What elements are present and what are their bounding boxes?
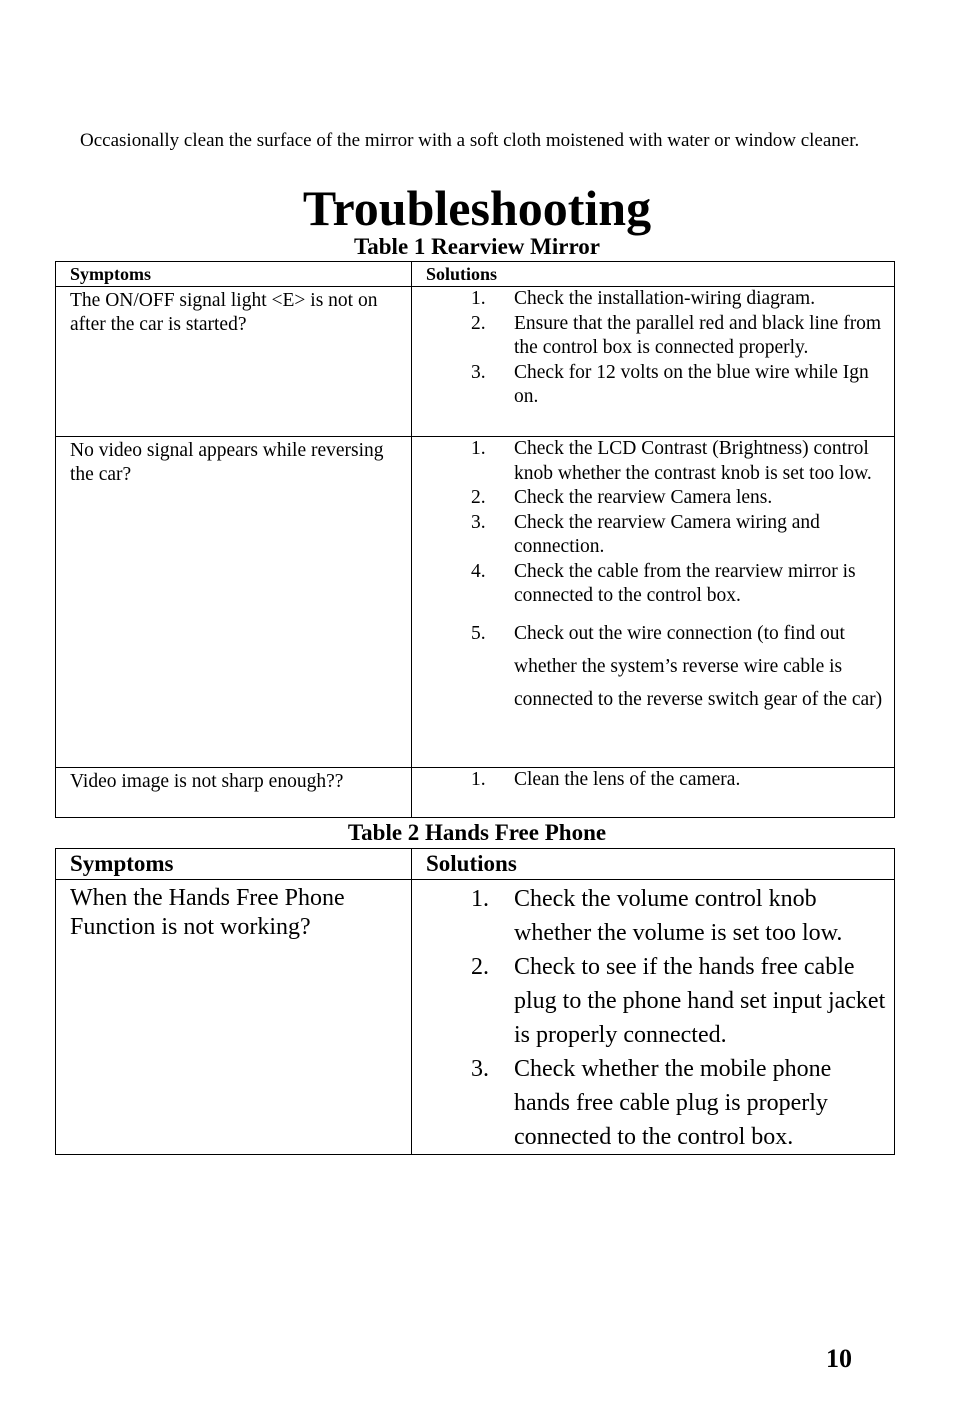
- item-text: Ensure that the parallel red and black line from the control box is connected properly.: [514, 312, 882, 358]
- list-item: [412, 768, 886, 793]
- solutions-cell: [412, 880, 895, 1155]
- list-item: [412, 882, 886, 950]
- list-item: [412, 437, 886, 486]
- symptoms-header: Symptoms: [56, 849, 412, 880]
- page-title: Troubleshooting: [302, 180, 652, 236]
- page-number: 10: [826, 1344, 852, 1373]
- table-row: [56, 437, 895, 768]
- item-text: Check the LCD Contrast (Brightness) control knob whether the contrast knob is set too low.: [514, 438, 872, 484]
- solutions-cell: [412, 437, 895, 768]
- solutions-list: [412, 437, 886, 716]
- intro-paragraph: Occasionally clean the surface of the mirror with a soft cloth moistened with water or window cleaner.: [80, 130, 860, 151]
- rearview-mirror-table: [55, 261, 895, 818]
- list-item: [412, 312, 886, 361]
- item-number: 3.: [471, 511, 486, 533]
- symptom-cell: The ON/OFF signal light <E> is not on after the car is started?: [56, 287, 412, 437]
- table-row: [56, 287, 895, 437]
- item-text: Check the rearview Camera wiring and connection.: [514, 511, 820, 557]
- solutions-cell: [412, 768, 895, 818]
- list-item: [412, 617, 886, 716]
- solutions-list: [412, 880, 886, 1154]
- item-number: 4.: [471, 560, 486, 582]
- hands-free-phone-table: [55, 848, 895, 1155]
- item-text: Check out the wire connection (to find out whether the system’s reverse wire cable is connected to the reverse switch gear of the car): [514, 622, 883, 710]
- item-text: Check for 12 volts on the blue wire while Ign on.: [514, 361, 869, 407]
- symptom-cell: No video signal appears while reversing the car?: [56, 437, 412, 768]
- symptom-cell: When the Hands Free Phone Function is not working?: [56, 880, 412, 1155]
- list-item: [412, 361, 886, 410]
- solutions-header: Solutions: [412, 849, 895, 880]
- item-number: 1.: [471, 438, 486, 459]
- table2-caption: Table 2 Hands Free Phone: [347, 820, 607, 845]
- item-number: 2.: [471, 954, 489, 980]
- solutions-cell: [412, 287, 895, 437]
- item-number: 3.: [471, 361, 486, 383]
- solutions-list: [412, 768, 886, 793]
- item-text: Clean the lens of the camera.: [514, 769, 741, 790]
- list-item: [412, 560, 886, 609]
- item-number: 1.: [471, 886, 489, 912]
- solutions-header: Solutions: [412, 262, 895, 287]
- item-number: 2.: [471, 487, 486, 508]
- item-text: Check to see if the hands free cable plug to the phone hand set input jacket is properly connected.: [514, 954, 886, 1048]
- symptom-cell: Video image is not sharp enough??: [56, 768, 412, 818]
- item-number: 5.: [471, 622, 486, 644]
- table1-caption: Table 1 Rearview Mirror: [354, 234, 600, 259]
- list-item: [412, 950, 886, 1052]
- list-item: [412, 1052, 886, 1154]
- table-header-row: [56, 849, 895, 880]
- item-number: 1.: [471, 288, 486, 309]
- item-number: 3.: [471, 1056, 489, 1082]
- list-item: [412, 486, 886, 511]
- item-number: 1.: [471, 769, 486, 790]
- item-text: Check the cable from the rearview mirror is connected to the control box.: [514, 560, 856, 606]
- item-text: Check the volume control knob whether the volume is set too low.: [514, 886, 843, 946]
- item-number: 2.: [471, 312, 486, 334]
- table-header-row: [56, 262, 895, 287]
- item-text: Check the rearview Camera lens.: [514, 487, 773, 508]
- table-row: [56, 768, 895, 818]
- item-text: Check whether the mobile phone hands free cable plug is properly connected to the control box.: [514, 1056, 832, 1150]
- table-row: [56, 880, 895, 1155]
- list-item: [412, 287, 886, 312]
- item-text: Check the installation-wiring diagram.: [514, 288, 816, 309]
- list-item: [412, 511, 886, 560]
- solutions-list: [412, 287, 886, 410]
- symptoms-header: Symptoms: [56, 262, 412, 287]
